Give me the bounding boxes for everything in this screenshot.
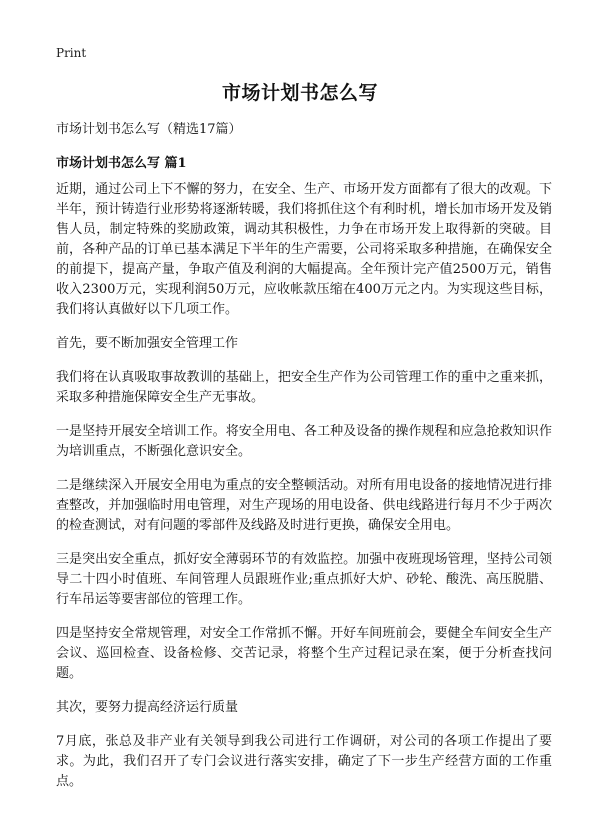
paragraph-intro: 近期，通过公司上下不懈的努力，在安全、生产、市场开发方面都有了很大的改观。下半年，预计铸造行业形势将逐渐转暖，我们将抓住这个有利时机，增长加市场开发及销售人员，制定特殊的奖励政策，调动其积极性，力争在市场开发上取得新的突破。目前，各种产品的订单已基本满足下半年的生产需要，公司将采取多种措施，在确保安全的前提下，提高产量，争取产值及利润的大幅提高。全年预计完产值2500万元，销售收入2300万元，实现利润50万元，应收帐款压缩在400万元之内。为实现这些目标，我们将认真做好以下几项工作。 [56,182,552,317]
page-title: 市场计划书怎么写 [221,82,378,104]
paragraph-point-three: 三是突出安全重点，抓好安全薄弱环节的有效监控。加强中夜班现场管理，坚持公司领导二十四小时值班、车间管理人员跟班作业;重点抓好大炉、砂轮、酸洗、高压脱腊、行车吊运等要害部位的管理工作。 [56,552,552,607]
paragraph-july: 7月底，张总及非产业有关领导到我公司进行工作调研，对公司的各项工作提出了要求。为此，我们召开了专门会议进行落实安排，确定了下一步生产经营方面的工作重点。 [56,734,552,789]
paragraph-heading-second: 其次，要努力提高经济运行质量 [56,700,239,715]
paragraph-point-two: 二是继续深入开展安全用电为重点的安全整顿活动。对所有用电设备的接地情况进行排查整改，并加强临时用电管理，对生产现场的用电设备、供电线路进行每月不少于两次的检查测试，对有问题的零部件及线路及时进行更换，确保安全用电。 [56,478,552,533]
document-subtitle: 市场计划书怎么写（精选17篇） [56,122,242,137]
paragraph-point-four: 四是坚持安全常规管理，对安全工作常抓不懈。开好车间班前会，要健全车间安全生产会议、巡回检查、设备检修、交苦记录，将整个生产过程记录在案，便于分析查找问题。 [56,626,552,681]
paragraph-safety-overview: 我们将在认真吸取事故教训的基础上，把安全生产作为公司管理工作的重中之重来抓，采取多种措施保障安全生产无事故。 [56,370,552,405]
print-link[interactable]: Print [56,46,87,60]
paragraph-heading-first: 首先，要不断加强安全管理工作 [56,336,239,351]
paragraph-point-one: 一是坚持开展安全培训工作。将安全用电、各工种及设备的操作规程和应急抢救知识作为培训重点，不断强化意识安全。 [56,424,552,459]
document-body [56,180,552,806]
section-heading: 市场计划书怎么写 篇1 [56,156,187,171]
